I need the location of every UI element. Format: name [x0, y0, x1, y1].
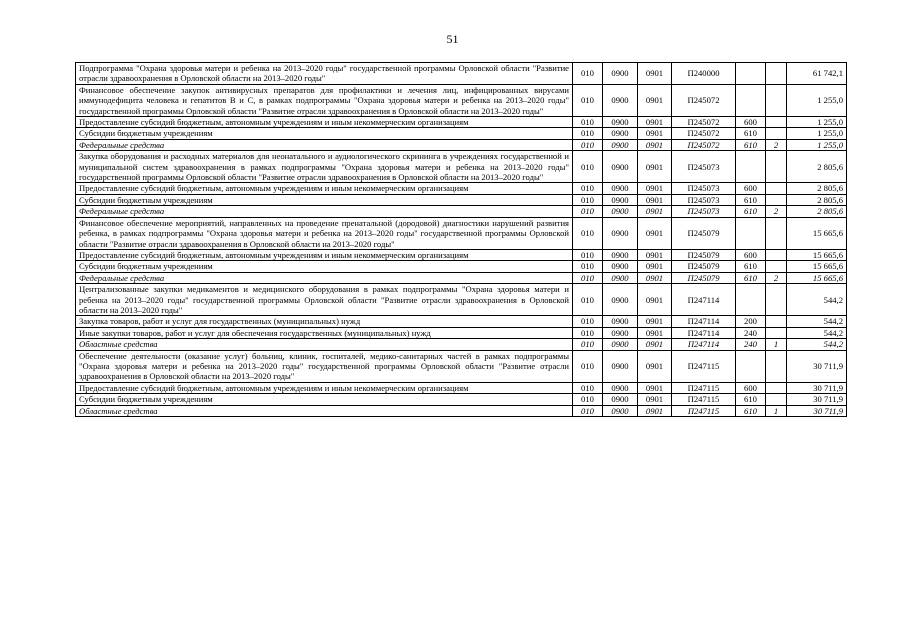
table-row — [76, 284, 847, 316]
source-cell: 1 — [766, 339, 787, 350]
source-cell — [766, 316, 787, 327]
source-cell: 2 — [766, 272, 787, 283]
source-cell — [766, 117, 787, 128]
table-row — [76, 405, 847, 416]
rz-cell: 010 — [573, 206, 603, 217]
item-name-cell: Предоставление субсидий бюджетным, автономным учреждениям и иным некоммерческим организациям — [76, 117, 573, 128]
rz-cell: 010 — [573, 183, 603, 194]
vr-cell: 610 — [736, 206, 766, 217]
pr-cell: 0900 — [603, 63, 638, 85]
item-name-cell: Обеспечение деятельности (оказание услуг) больниц, клиник, госпиталей, медико-санитарных частей в рамках подпрограммы "Охрана здоровья матери и ребенка на 2013–2020 годы" государственной программы Орловской области "Развитие отрасли здравоохранения в Орловской области на 2013–2020 годы" — [76, 350, 573, 382]
kcs-cell: П247115 — [672, 405, 736, 416]
vr-cell — [736, 63, 766, 85]
amount-cell: 544,2 — [787, 339, 847, 350]
cs-cell: 0901 — [638, 284, 672, 316]
source-cell — [766, 63, 787, 85]
item-name-cell: Федеральные средства — [76, 139, 573, 150]
source-cell — [766, 284, 787, 316]
amount-cell: 2 805,6 — [787, 183, 847, 194]
vr-cell — [736, 151, 766, 183]
kcs-cell: П247115 — [672, 394, 736, 405]
table-row — [76, 84, 847, 116]
kcs-cell: П247115 — [672, 382, 736, 393]
source-cell — [766, 217, 787, 249]
table-row — [76, 183, 847, 194]
table-row — [76, 151, 847, 183]
amount-cell: 2 805,6 — [787, 194, 847, 205]
amount-cell: 61 742,1 — [787, 63, 847, 85]
table-row — [76, 128, 847, 139]
source-cell: 2 — [766, 139, 787, 150]
kcs-cell: П245072 — [672, 117, 736, 128]
rz-cell: 010 — [573, 217, 603, 249]
kcs-cell: П247115 — [672, 350, 736, 382]
item-name-cell: Предоставление субсидий бюджетным, автономным учреждениям и иным некоммерческим организациям — [76, 249, 573, 260]
pr-cell: 0900 — [603, 194, 638, 205]
kcs-cell: П245072 — [672, 128, 736, 139]
table-body — [76, 63, 847, 417]
budget-table — [75, 62, 847, 417]
item-name-cell: Субсидии бюджетным учреждениям — [76, 194, 573, 205]
pr-cell: 0900 — [603, 284, 638, 316]
pr-cell: 0900 — [603, 316, 638, 327]
rz-cell: 010 — [573, 84, 603, 116]
kcs-cell: П245079 — [672, 217, 736, 249]
kcs-cell: П247114 — [672, 327, 736, 338]
pr-cell: 0900 — [603, 249, 638, 260]
table-row — [76, 350, 847, 382]
vr-cell: 240 — [736, 327, 766, 338]
source-cell — [766, 394, 787, 405]
source-cell — [766, 128, 787, 139]
cs-cell: 0901 — [638, 316, 672, 327]
rz-cell: 010 — [573, 117, 603, 128]
table-row — [76, 63, 847, 85]
table-row — [76, 382, 847, 393]
kcs-cell: П245073 — [672, 151, 736, 183]
source-cell — [766, 183, 787, 194]
vr-cell: 610 — [736, 128, 766, 139]
pr-cell: 0900 — [603, 128, 638, 139]
rz-cell: 010 — [573, 272, 603, 283]
amount-cell: 544,2 — [787, 284, 847, 316]
vr-cell: 610 — [736, 139, 766, 150]
kcs-cell: П245072 — [672, 139, 736, 150]
vr-cell: 600 — [736, 382, 766, 393]
rz-cell: 010 — [573, 63, 603, 85]
table-row — [76, 261, 847, 272]
source-cell — [766, 84, 787, 116]
cs-cell: 0901 — [638, 139, 672, 150]
amount-cell: 544,2 — [787, 327, 847, 338]
amount-cell: 1 255,0 — [787, 139, 847, 150]
cs-cell: 0901 — [638, 272, 672, 283]
item-name-cell: Субсидии бюджетным учреждениям — [76, 128, 573, 139]
pr-cell: 0900 — [603, 151, 638, 183]
vr-cell: 610 — [736, 272, 766, 283]
kcs-cell: П247114 — [672, 316, 736, 327]
rz-cell: 010 — [573, 405, 603, 416]
kcs-cell: П245079 — [672, 261, 736, 272]
vr-cell: 200 — [736, 316, 766, 327]
table-row — [76, 272, 847, 283]
item-name-cell: Закупка товаров, работ и услуг для государственных (муниципальных) нужд — [76, 316, 573, 327]
source-cell: 2 — [766, 206, 787, 217]
amount-cell: 1 255,0 — [787, 128, 847, 139]
amount-cell: 15 665,6 — [787, 261, 847, 272]
pr-cell: 0900 — [603, 327, 638, 338]
vr-cell: 610 — [736, 261, 766, 272]
kcs-cell: П240000 — [672, 63, 736, 85]
kcs-cell: П245079 — [672, 272, 736, 283]
amount-cell: 15 665,6 — [787, 249, 847, 260]
item-name-cell: Субсидии бюджетным учреждениям — [76, 261, 573, 272]
item-name-cell: Федеральные средства — [76, 272, 573, 283]
cs-cell: 0901 — [638, 183, 672, 194]
rz-cell: 010 — [573, 327, 603, 338]
source-cell — [766, 194, 787, 205]
source-cell — [766, 350, 787, 382]
cs-cell: 0901 — [638, 339, 672, 350]
amount-cell: 30 711,9 — [787, 394, 847, 405]
table-row — [76, 206, 847, 217]
pr-cell: 0900 — [603, 350, 638, 382]
kcs-cell: П247114 — [672, 284, 736, 316]
cs-cell: 0901 — [638, 405, 672, 416]
cs-cell: 0901 — [638, 151, 672, 183]
cs-cell: 0901 — [638, 84, 672, 116]
table-row — [76, 249, 847, 260]
cs-cell: 0901 — [638, 249, 672, 260]
rz-cell: 010 — [573, 249, 603, 260]
table-row — [76, 327, 847, 338]
table-row — [76, 394, 847, 405]
amount-cell: 544,2 — [787, 316, 847, 327]
vr-cell: 600 — [736, 249, 766, 260]
pr-cell: 0900 — [603, 183, 638, 194]
amount-cell: 1 255,0 — [787, 117, 847, 128]
vr-cell — [736, 284, 766, 316]
table-row — [76, 316, 847, 327]
vr-cell — [736, 84, 766, 116]
pr-cell: 0900 — [603, 394, 638, 405]
item-name-cell: Централизованные закупки медикаментов и медицинского оборудования в рамках подпрограммы "Охрана здоровья матери и ребенка на 2013–2020 годы" государственной программы Орловской области "Развитие отрасли здравоохранения в Орловской области на 2013–2020 годы" — [76, 284, 573, 316]
table-row — [76, 139, 847, 150]
rz-cell: 010 — [573, 128, 603, 139]
rz-cell: 010 — [573, 394, 603, 405]
pr-cell: 0900 — [603, 206, 638, 217]
source-cell: 1 — [766, 405, 787, 416]
table-row — [76, 339, 847, 350]
rz-cell: 010 — [573, 261, 603, 272]
kcs-cell: П245072 — [672, 84, 736, 116]
rz-cell: 010 — [573, 139, 603, 150]
amount-cell: 1 255,0 — [787, 84, 847, 116]
vr-cell: 610 — [736, 405, 766, 416]
item-name-cell: Областные средства — [76, 405, 573, 416]
pr-cell: 0900 — [603, 84, 638, 116]
cs-cell: 0901 — [638, 394, 672, 405]
cs-cell: 0901 — [638, 261, 672, 272]
cs-cell: 0901 — [638, 117, 672, 128]
item-name-cell: Иные закупки товаров, работ и услуг для обеспечения государственных (муниципальных) нужд — [76, 327, 573, 338]
page-number: 51 — [446, 32, 459, 46]
source-cell — [766, 382, 787, 393]
item-name-cell: Финансовое обеспечение мероприятий, направленных на проведение пренатальной (дородовой) диагностики нарушений развития ребенка, в рамках подпрограммы "Охрана здоровья матери и ребенка на 2013–2020 годы" государственной программы Орловской области "Развитие отрасли здравоохранения в Орловской области на 2013–2020 годы" — [76, 217, 573, 249]
item-name-cell: Федеральные средства — [76, 206, 573, 217]
vr-cell: 610 — [736, 194, 766, 205]
vr-cell: 610 — [736, 394, 766, 405]
table-row — [76, 117, 847, 128]
vr-cell — [736, 217, 766, 249]
kcs-cell: П245073 — [672, 183, 736, 194]
rz-cell: 010 — [573, 350, 603, 382]
table-row — [76, 217, 847, 249]
item-name-cell: Закупка оборудования и расходных материалов для неонатального и аудиологического скрининга в учреждениях государственной и муниципальной систем здравоохранения в рамках подпрограммы "Охрана здоровья матери и ребенка на 2013–2020 годы" государственной программы Орловской области "Развитие отрасли здравоохранения в Орловской области на 2013–2020 годы" — [76, 151, 573, 183]
pr-cell: 0900 — [603, 261, 638, 272]
item-name-cell: Областные средства — [76, 339, 573, 350]
item-name-cell: Субсидии бюджетным учреждениям — [76, 394, 573, 405]
pr-cell: 0900 — [603, 117, 638, 128]
vr-cell: 600 — [736, 183, 766, 194]
pr-cell: 0900 — [603, 405, 638, 416]
rz-cell: 010 — [573, 194, 603, 205]
cs-cell: 0901 — [638, 217, 672, 249]
amount-cell: 30 711,9 — [787, 350, 847, 382]
cs-cell: 0901 — [638, 350, 672, 382]
vr-cell: 240 — [736, 339, 766, 350]
amount-cell: 2 805,6 — [787, 206, 847, 217]
item-name-cell: Предоставление субсидий бюджетным, автономным учреждениям и иным некоммерческим организациям — [76, 382, 573, 393]
cs-cell: 0901 — [638, 63, 672, 85]
cs-cell: 0901 — [638, 382, 672, 393]
amount-cell: 15 665,6 — [787, 217, 847, 249]
cs-cell: 0901 — [638, 206, 672, 217]
pr-cell: 0900 — [603, 217, 638, 249]
item-name-cell: Предоставление субсидий бюджетным, автономным учреждениям и иным некоммерческим организациям — [76, 183, 573, 194]
amount-cell: 30 711,9 — [787, 405, 847, 416]
pr-cell: 0900 — [603, 272, 638, 283]
rz-cell: 010 — [573, 284, 603, 316]
cs-cell: 0901 — [638, 194, 672, 205]
pr-cell: 0900 — [603, 139, 638, 150]
pr-cell: 0900 — [603, 382, 638, 393]
table-row — [76, 194, 847, 205]
rz-cell: 010 — [573, 339, 603, 350]
amount-cell: 30 711,9 — [787, 382, 847, 393]
source-cell — [766, 261, 787, 272]
kcs-cell: П247114 — [672, 339, 736, 350]
source-cell — [766, 327, 787, 338]
pr-cell: 0900 — [603, 339, 638, 350]
cs-cell: 0901 — [638, 327, 672, 338]
item-name-cell: Финансовое обеспечение закупок антивирусных препаратов для профилактики и лечения лиц, инфицированных вирусами иммунодефицита человека и гепатитов В и С, в рамках подпрограммы "Охрана здоровья матери и ребенка на 2013–2020 годы" государственной программы Орловской области "Развитие отрасли здравоохранения в Орловской области на 2013–2020 годы" — [76, 84, 573, 116]
amount-cell: 2 805,6 — [787, 151, 847, 183]
rz-cell: 010 — [573, 151, 603, 183]
kcs-cell: П245079 — [672, 249, 736, 260]
item-name-cell: Подпрограмма "Охрана здоровья матери и ребенка на 2013–2020 годы" государственной программы Орловской области "Развитие отрасли здравоохранения в Орловской области на 2013–2020 годы" — [76, 63, 573, 85]
amount-cell: 15 665,6 — [787, 272, 847, 283]
source-cell — [766, 249, 787, 260]
vr-cell: 600 — [736, 117, 766, 128]
source-cell — [766, 151, 787, 183]
kcs-cell: П245073 — [672, 206, 736, 217]
cs-cell: 0901 — [638, 128, 672, 139]
kcs-cell: П245073 — [672, 194, 736, 205]
rz-cell: 010 — [573, 382, 603, 393]
rz-cell: 010 — [573, 316, 603, 327]
vr-cell — [736, 350, 766, 382]
